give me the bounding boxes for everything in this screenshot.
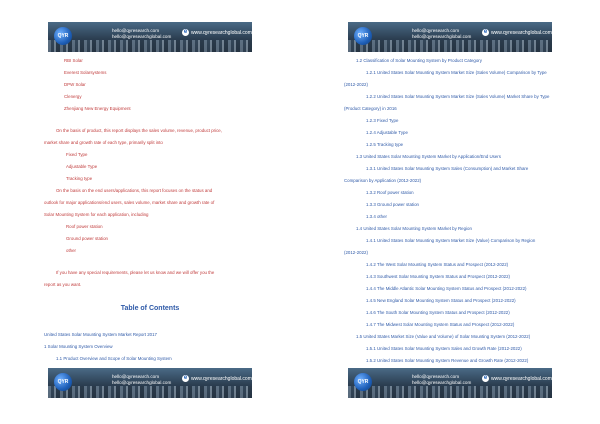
web-e-icon: e	[183, 375, 188, 381]
web-e-icon: e	[483, 29, 488, 35]
footer-banner	[348, 368, 552, 398]
toc-entry[interactable]: 1.2.2 United States Solar Mounting System Market Size (Sales Volume) Market Share by Type	[366, 94, 550, 99]
toc-entry[interactable]: 1.2.3 Fixed Type	[366, 118, 399, 123]
header-banner	[348, 22, 552, 52]
request-paragraph-line: If you have any special requirements, please let us know and we will offer you the	[56, 270, 215, 275]
toc-entry-continued[interactable]: (2012-2022)	[344, 82, 368, 87]
right-page	[300, 0, 600, 424]
toc-entry[interactable]: 1.2 Classification of Solar Mounting System by Product Category	[356, 58, 482, 63]
web-e-icon: e	[183, 29, 188, 35]
toc-entry[interactable]: 1.4.7 The Midwest Solar Mounting System Status and Prospect (2012-2022)	[366, 322, 515, 327]
web-e-icon: e	[483, 375, 488, 381]
application-item: Roof power station	[66, 224, 103, 229]
banner-emails	[412, 28, 471, 40]
toc-entry[interactable]: 1.2.5 Tracking type	[366, 142, 404, 147]
header-banner	[48, 22, 252, 52]
toc-entry[interactable]: 1 Solar Mounting System Overview	[44, 344, 113, 349]
type-item: Tracking type	[66, 176, 93, 181]
toc-entry[interactable]: 1.2.4 Adjustable Type	[366, 130, 408, 135]
application-paragraph-line: Solar Mounting System for each application, including	[44, 212, 149, 217]
banner-email-1[interactable]: hello@qyresearch.com	[412, 28, 460, 33]
toc-entry[interactable]: 1.3 United States Solar Mounting System Market by Application/End Users	[356, 154, 501, 159]
product-paragraph-line: On the basis of product, this report displays the sales volume, revenue, product price,	[56, 128, 222, 133]
toc-entry-continued[interactable]: Comparison by Application (2012-2022)	[344, 178, 422, 183]
city-skyline-image	[48, 40, 252, 52]
toc-heading: Table of Contents	[120, 305, 180, 312]
type-item: Adjustable Type	[66, 164, 98, 169]
application-paragraph-line: outlook for major applications/end users, sales volume, market share and growth rate of	[44, 200, 215, 205]
banner-website[interactable]: e www.qyresearchglobal.com	[483, 375, 552, 382]
toc-entry[interactable]: 1.5 United States Market Size (Value and Volume) of Solar Mounting System (2012-2022)	[356, 334, 531, 339]
banner-email-2[interactable]: hello@qyresearchglobal.com	[112, 34, 172, 39]
toc-entry[interactable]: 1.4 United States Solar Mounting System Market by Region	[356, 226, 472, 231]
banner-email-1[interactable]: hello@qyresearch.com	[112, 374, 160, 379]
toc-entry[interactable]: 1.4.1 United States Solar Mounting System Market Size (Value) Comparison by Region	[366, 238, 536, 243]
qyr-logo: QYR	[354, 373, 372, 391]
application-item: other	[66, 248, 77, 253]
toc-entry[interactable]: 1.1 Product Overview and Scope of Solar Mounting System	[56, 356, 172, 361]
banner-website[interactable]: e www.qyresearchglobal.com	[183, 375, 252, 382]
toc-entry-continued[interactable]: (2012-2022)	[344, 250, 368, 255]
toc-entry-continued[interactable]: (Product Category) in 2016	[344, 106, 397, 111]
company-item: Clenergy	[64, 94, 82, 99]
qyr-logo: QYR	[54, 373, 72, 391]
banner-email-1[interactable]: hello@qyresearch.com	[112, 28, 160, 33]
toc-entry[interactable]: 1.3.1 United States Solar Mounting System Sales (Consumption) and Market Share	[366, 166, 529, 171]
application-paragraph-line: On the basis on the end users/applications, this report focuses on the status and	[56, 188, 213, 193]
application-item: Ground power station	[66, 236, 108, 241]
request-paragraph-line: report as you want.	[44, 282, 82, 287]
toc-entry[interactable]: 1.4.5 New England Solar Mounting System Status and Prospect (2012-2022)	[366, 298, 516, 303]
company-item: DPW Solar	[64, 82, 86, 87]
city-skyline-image	[348, 40, 552, 52]
company-item: Zhenjiang New Energy Equipment	[64, 106, 131, 111]
banner-email-2[interactable]: hello@qyresearchglobal.com	[112, 380, 172, 385]
toc-entry[interactable]: 1.4.2 The West Solar Mounting System Status and Prospect (2012-2022)	[366, 262, 509, 267]
qyr-logo: QYR	[354, 27, 372, 45]
toc-entry[interactable]: 1.3.4 other	[366, 214, 387, 219]
qyr-logo: QYR	[54, 27, 72, 45]
banner-emails	[412, 374, 471, 386]
banner-emails	[112, 374, 171, 386]
banner-emails	[112, 28, 171, 40]
toc-entry[interactable]: United States Solar Mounting System Market Report 2017	[44, 332, 157, 337]
city-skyline-image	[48, 386, 252, 398]
product-paragraph-line: market share and growth rate of each type, primarily split into	[44, 140, 163, 145]
company-item: RBI Solar	[64, 58, 83, 63]
type-item: Fixed Type	[66, 152, 88, 157]
toc-entry[interactable]: 1.5.2 United States Solar Mounting System Revenue and Growth Rate (2012-2022)	[366, 358, 529, 363]
toc-entry[interactable]: 1.2.1 United States Solar Mounting System Market Size (Sales Volume) Comparison by Type	[366, 70, 547, 75]
toc-entry[interactable]: 1.3.3 Ground power station	[366, 202, 419, 207]
toc-entry[interactable]: 1.4.3 Southwest Solar Mounting System Status and Prospect (2012-2022)	[366, 274, 510, 279]
banner-website[interactable]: e www.qyresearchglobal.com	[183, 29, 252, 36]
banner-website[interactable]: e www.qyresearchglobal.com	[483, 29, 552, 36]
footer-banner	[48, 368, 252, 398]
toc-entry[interactable]: 1.4.4 The Middle Atlantic Solar Mounting System Status and Prospect (2012-2022)	[366, 286, 527, 291]
city-skyline-image	[348, 386, 552, 398]
banner-email-2[interactable]: hello@qyresearchglobal.com	[412, 34, 472, 39]
toc-entry[interactable]: 1.5.1 United States Solar Mounting System Sales and Growth Rate (2012-2022)	[366, 346, 522, 351]
toc-entry[interactable]: 1.3.2 Roof power station	[366, 190, 414, 195]
company-item: Everest Solarsystems	[64, 70, 107, 75]
banner-email-1[interactable]: hello@qyresearch.com	[412, 374, 460, 379]
banner-email-2[interactable]: hello@qyresearchglobal.com	[412, 380, 472, 385]
toc-entry[interactable]: 1.4.6 The South Solar Mounting System Status and Prospect (2012-2022)	[366, 310, 510, 315]
